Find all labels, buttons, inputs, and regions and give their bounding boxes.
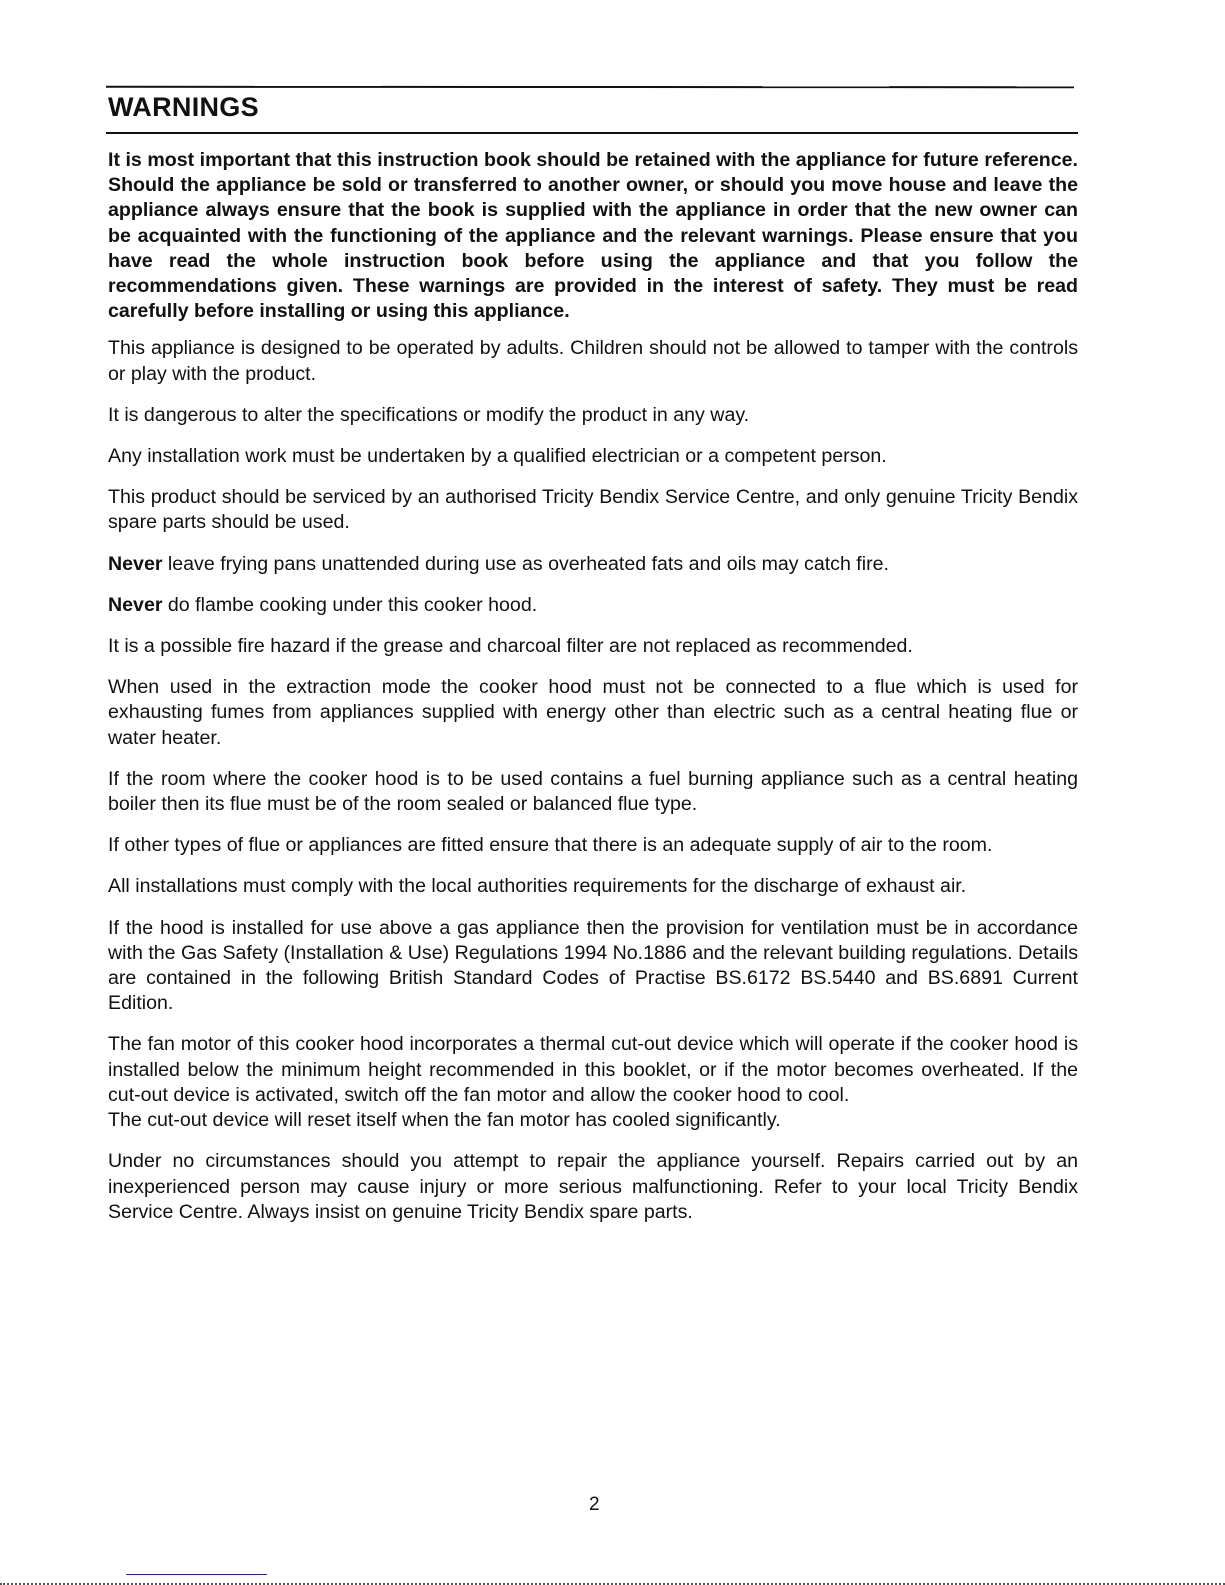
paragraph-cutout-reset: The cut-out device will reset itself when the fan motor has cooled significantly. <box>108 1109 781 1132</box>
intro-paragraph: It is most important that this instruction book should be retained with the appliance for future reference. Should the appliance be sold or transferred to another owner, or should you move house and leave the appliance always ensure that the book is supplied with the appliance in order that the new owner can be acquainted with the functioning of the appliance and the relevant warnings. Please ensure that you have read the whole instruction book before using the appliance and that you follow the recommendations given. These warnings are provided in the interest of safety. They must be read carefully before installing or using this appliance. <box>108 149 1078 323</box>
paragraph-thermal-cutout: The fan motor of this cooker hood incorporates a thermal cut-out device which will operate if the cooker hood is installed below the minimum height recommended in this booklet, or if the motor becomes overheated. If the cut-out device is activated, switch off the fan motor and allow the cooker hood to cool. <box>108 1033 1078 1106</box>
link-underline <box>126 1574 267 1575</box>
paragraph-fire-hazard: It is a possible fire hazard if the grease and charcoal filter are not replaced as recommended. <box>108 635 913 658</box>
header-rule-bottom <box>106 132 1078 134</box>
paragraph-adults: This appliance is designed to be operated by adults. Children should not be allowed to tamper with the controls or play with the product. <box>108 337 1078 385</box>
header-rule-top <box>106 86 1074 89</box>
paragraph-installation: Any installation work must be undertaken by a qualified electrician or a competent person. <box>108 445 887 468</box>
never-text: leave frying pans unattended during use as overheated fats and oils may catch fire. <box>162 552 889 575</box>
paragraph-air-supply: If other types of flue or appliances are fitted ensure that there is an adequate supply of air to the room. <box>108 834 993 857</box>
paragraph-local-authorities: All installations must comply with the local authorities requirements for the discharge of exhaust air. <box>108 875 967 898</box>
never-text: do flambe cooking under this cooker hood. <box>162 593 538 616</box>
page-number: 2 <box>589 1494 600 1515</box>
never-frying-pans <box>108 552 1078 577</box>
warnings-body <box>108 148 1078 1241</box>
paragraph-modify: It is dangerous to alter the specifications or modify the product in any way. <box>108 403 750 426</box>
paragraph-repairs: Under no circumstances should you attempt to repair the appliance yourself. Repairs carried out by an inexperienced person may cause injury or more serious malfunctioning. Refer to your local Tricity Bendix Service Centre. Always insist on genuine Tricity Bendix spare parts. <box>108 1150 1078 1223</box>
paragraph-gas-safety: If the hood is installed for use above a gas appliance then the provision for ventilation must be in accordance with the Gas Safety (Installation & Use) Regulations 1994 No.1886 and the relevant building regulations. Details are contained in the following British Standard Codes of Practise BS.6172 BS.5440 and BS.6891 Current Edition. <box>108 916 1078 1015</box>
never-emphasis: Never <box>108 593 163 616</box>
paragraph-fuel-burning: If the room where the cooker hood is to be used contains a fuel burning appliance such as a central heating boiler then its flue must be of the room sealed or balanced flue type. <box>108 767 1078 816</box>
paragraph-service: This product should be serviced by an authorised Tricity Bendix Service Centre, and only genuine Tricity Bendix spare parts should be used. <box>108 486 1078 534</box>
page-title: WARNINGS <box>108 92 259 122</box>
paragraph-extraction-mode: When used in the extraction mode the cooker hood must not be connected to a flue which is used for exhausting fumes from appliances supplied with energy other than electric such as a central heating flue or water heater. <box>108 676 1078 749</box>
never-emphasis: Never <box>108 552 163 575</box>
never-flambe <box>108 593 1078 618</box>
